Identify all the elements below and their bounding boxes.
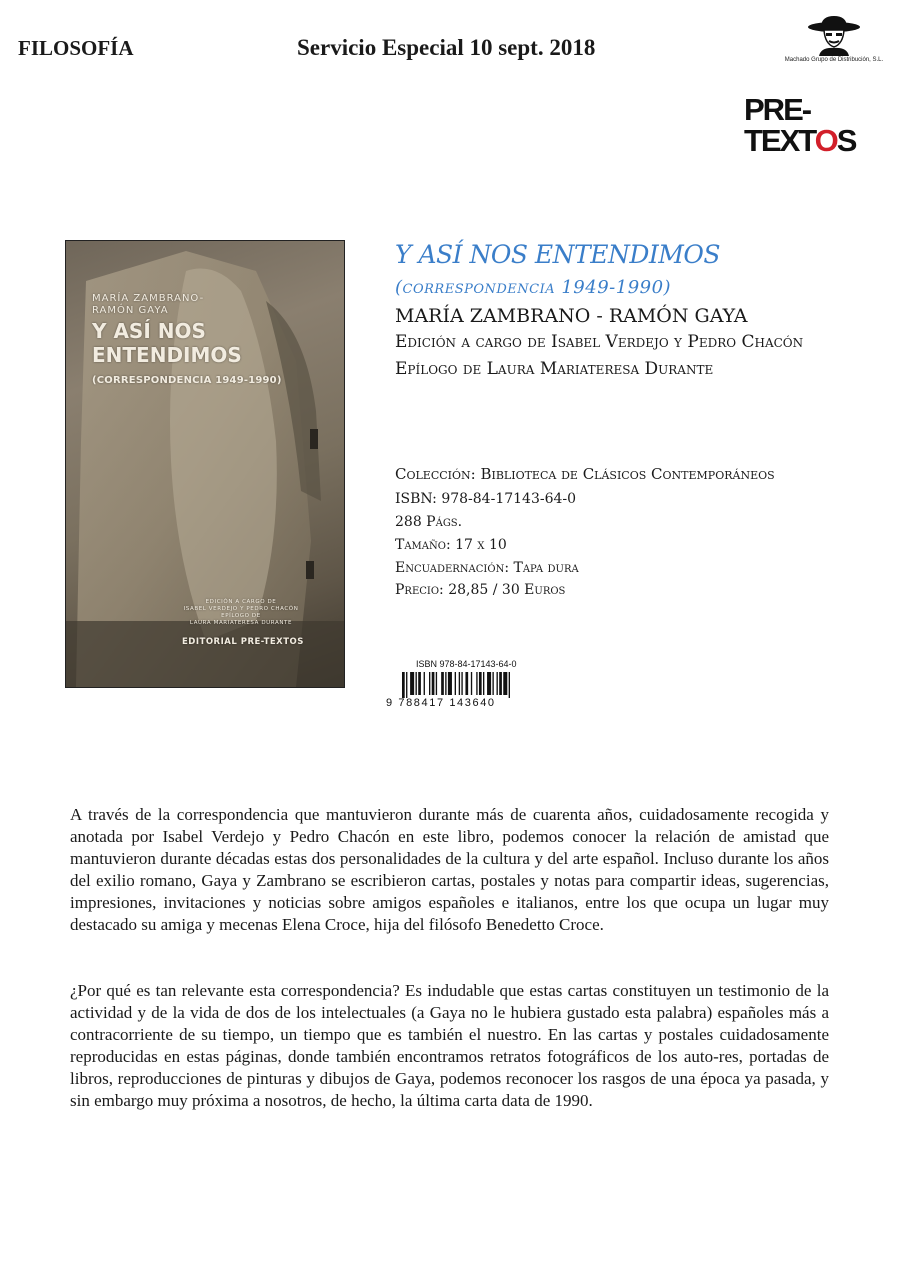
- cover-author-line: RAMÓN GAYA: [92, 305, 169, 316]
- barcode-bar: [479, 672, 482, 695]
- barcode-bar: [476, 672, 477, 695]
- publisher-logo-main: PRE-TEXT: [744, 92, 815, 158]
- description-paragraph: A través de la correspondencia que mantuvieron durante más de cuarenta años, cuidadosamente recogida y anotada por Isabel Verdejo y Pedro Chacón en este libro, podemos conocer la relación de amistad que mantuvieron durante décadas estas dos personalidades de la cultura y del arte español. Incluso durante los años del exilio romano, Gaya y Zambrano se escribieron cartas, postales y notas para compartir ideas, sugerencias, impresiones, invitaciones y noticias sobre amigos españoles e italianos, entre los que ocupa un lugar muy destacado su amiga y mecenas Elena Croce, hija del filósofo Benedetto Croce.: [70, 805, 829, 934]
- cover-credit-line: LAURA MARIATERESA DURANTE: [189, 620, 293, 626]
- meta-size: Tamaño: 17 x 10: [395, 537, 507, 553]
- hat-figure-icon: [807, 14, 861, 56]
- book-title: Y ASÍ NOS ENTENDIMOS: [395, 240, 720, 269]
- barcode-bar: [459, 672, 460, 695]
- barcode-bar: [497, 672, 498, 695]
- barcode-bar: [455, 672, 456, 695]
- meta-pages: 288 Págs.: [395, 514, 463, 530]
- barcode-bar: [483, 672, 484, 695]
- cover-author-line: MARÍA ZAMBRANO-: [92, 293, 205, 304]
- book-epilogue: Epílogo de Laura Mariateresa Durante: [395, 359, 714, 379]
- barcode-bar: [410, 672, 414, 695]
- distributor-name: Machado Grupo de Distribución, S.L.: [784, 57, 884, 63]
- cover-credit-line: ISABEL VERDEJO Y PEDRO CHACÓN: [183, 606, 299, 612]
- barcode-bar: [503, 672, 507, 695]
- distributor-logo: [784, 14, 884, 63]
- barcode-bar: [402, 672, 405, 698]
- cover-credit-line: EPÍLOGO DE: [221, 613, 261, 619]
- cover-title-line: Y ASÍ NOS: [92, 319, 206, 343]
- publisher-logo: [744, 94, 901, 156]
- cover-authors: [92, 293, 262, 317]
- meta-isbn: ISBN: 978-84-17143-64-0: [395, 491, 577, 507]
- barcode-bar: [499, 672, 502, 695]
- barcode-bar: [471, 672, 472, 695]
- publisher-logo-accent: O: [814, 123, 837, 158]
- section-label: FILOSOFÍA: [18, 36, 134, 60]
- barcode-bar: [432, 672, 435, 695]
- barcode-bar: [436, 672, 437, 695]
- barcode-bar: [406, 672, 407, 698]
- barcode-bar: [509, 672, 510, 698]
- book-cover: [65, 240, 345, 688]
- barcode-bar: [441, 672, 444, 695]
- barcode-digits: 9 788417 143640: [386, 697, 496, 709]
- publisher-logo-end: S: [836, 123, 856, 158]
- barcode-bar: [487, 672, 491, 695]
- barcode-bar: [424, 672, 425, 695]
- cover-title-line: ENTENDIMOS: [92, 343, 242, 367]
- barcode-bar: [461, 672, 462, 695]
- cover-publisher: EDITORIAL PRE-TEXTOS: [182, 637, 304, 647]
- barcode-bar: [429, 672, 430, 695]
- cover-credit-line: EDICIÓN A CARGO DE: [205, 599, 277, 605]
- book-editors: Edición a cargo de Isabel Verdejo y Pedro Chacón: [395, 332, 804, 352]
- book-subtitle: (correspondencia 1949-1990): [395, 277, 672, 298]
- meta-collection: Colección: Biblioteca de Clásicos Contemporáneos: [395, 465, 775, 483]
- barcode-caption: ISBN 978-84-17143-64-0: [416, 659, 517, 669]
- meta-price: Precio: 28,85 / 30 Euros: [395, 582, 566, 598]
- barcode-bar: [418, 672, 421, 695]
- barcode-image: [402, 672, 540, 698]
- description-paragraph: ¿Por qué es tan relevante esta correspondencia? Es indudable que estas cartas constituyen un testimonio de la actividad y de la vida de dos de los intelectuales (a Gaya no le hubiera gustado esta palabra) españoles más a contracorriente de su tiempo, un tiempo que es también el nuestro. En las cartas y postales cuidadosamente reproducidas en estas páginas, donde también encontramos retratos fotográficos de los auto-res, portadas de libros, reproducciones de pinturas y dibujos de Gaya, podemos reconocer los rasgos de una época ya pasada, y sin embargo muy próxima a nosotros, de hecho, la última carta data de 1990.: [70, 981, 829, 1110]
- barcode-bar: [416, 672, 417, 695]
- cover-subtitle: (CORRESPONDENCIA 1949-1990): [92, 375, 282, 386]
- barcode-bar: [465, 672, 468, 695]
- service-title: Servicio Especial 10 sept. 2018: [297, 35, 596, 60]
- barcode-bar: [448, 672, 452, 695]
- barcode-bar: [445, 672, 446, 695]
- book-authors: MARÍA ZAMBRANO - RAMÓN GAYA: [395, 305, 748, 327]
- cover-title: [92, 319, 312, 367]
- cover-credits: [156, 599, 326, 627]
- barcode-bar: [492, 672, 493, 695]
- meta-binding: Encuadernación: Tapa dura: [395, 560, 579, 576]
